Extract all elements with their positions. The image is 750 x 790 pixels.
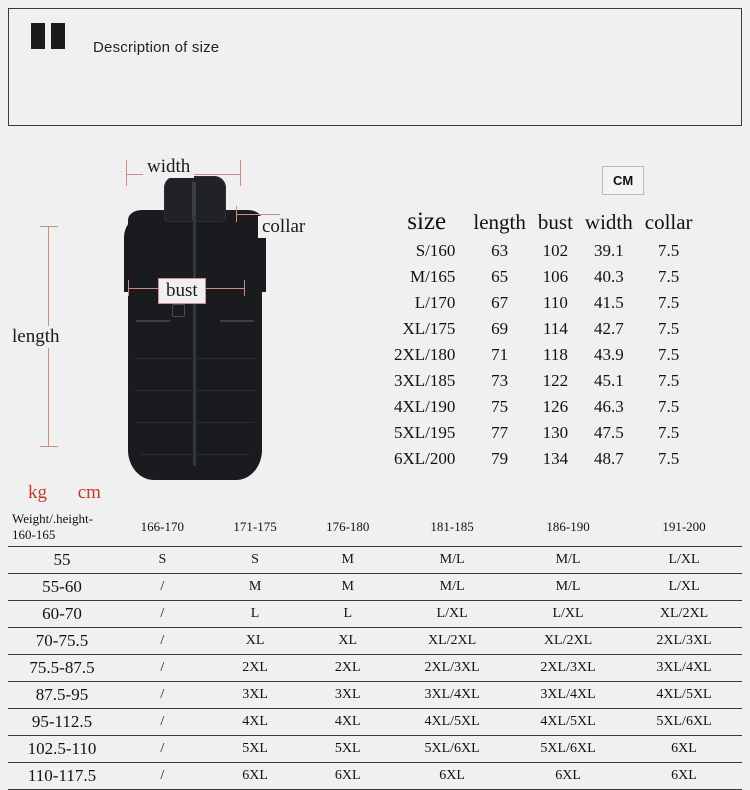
size-cell: / <box>116 601 209 628</box>
size-cell: 4XL/5XL <box>510 709 626 736</box>
collar-cell: 7.5 <box>658 293 680 312</box>
bust-guide-tick-left <box>128 280 129 296</box>
table-row <box>386 290 699 316</box>
size-cell: L/XL <box>626 547 742 574</box>
length-cell: 77 <box>491 423 509 442</box>
label-length: length <box>8 326 64 348</box>
size-cell: 3XL/4XL <box>394 682 510 709</box>
size-cell: L/XL <box>394 601 510 628</box>
table-row <box>386 238 699 264</box>
size-cell: 6XL <box>626 763 742 790</box>
vest-seam-3 <box>136 422 254 423</box>
weight-cell: 95-112.5 <box>8 709 116 736</box>
size-cell: S <box>116 547 209 574</box>
weight-height-size-table <box>8 508 742 790</box>
size-cell: / <box>116 709 209 736</box>
weight-cell: 110-117.5 <box>8 763 116 790</box>
size-cell: 6XL <box>394 763 510 790</box>
vest-illustration <box>110 168 280 488</box>
width-cell: 42.7 <box>593 319 624 338</box>
length-cell: 65 <box>491 267 509 286</box>
size-cell: XL/2XL <box>394 628 510 655</box>
bust-cell: 114 <box>542 319 568 338</box>
table-row <box>386 316 699 342</box>
size-cell: L/XL <box>510 601 626 628</box>
length-cell: 79 <box>491 449 509 468</box>
size-cell: / <box>116 655 209 682</box>
size-cell: 4XL <box>209 709 302 736</box>
size-cell: 4XL/190 <box>394 397 456 416</box>
size-cell: / <box>116 763 209 790</box>
table-row <box>386 342 699 368</box>
size-cell: / <box>116 682 209 709</box>
size-cell: M/165 <box>410 267 456 286</box>
length-cell: 73 <box>491 371 509 390</box>
size-cell: / <box>116 628 209 655</box>
bust-cell: 110 <box>542 293 568 312</box>
length-cell: 71 <box>491 345 509 364</box>
size-cell: L <box>209 601 302 628</box>
description-header-box <box>8 8 742 126</box>
vest-pocket-right <box>220 320 254 322</box>
length-cell: 69 <box>491 319 509 338</box>
size-cell: 3XL/185 <box>394 371 456 390</box>
size-cell: 6XL <box>209 763 302 790</box>
illustration-and-size-section <box>0 128 750 478</box>
table-row <box>8 547 742 574</box>
length-cell: 67 <box>491 293 509 312</box>
size-cell: XL <box>209 628 302 655</box>
table-row <box>8 736 742 763</box>
size-cell: 5XL <box>209 736 302 763</box>
size-table-header-width: width <box>584 209 633 234</box>
size-specification-table <box>386 206 699 472</box>
weight-cell: 60-70 <box>8 601 116 628</box>
collar-cell: 7.5 <box>658 319 680 338</box>
length-cell: 63 <box>491 241 509 260</box>
width-cell: 46.3 <box>593 397 624 416</box>
size-cell: M/L <box>394 574 510 601</box>
width-cell: 43.9 <box>593 345 624 364</box>
weight-cell: 102.5-110 <box>8 736 116 763</box>
wh-table-header-row <box>8 508 742 547</box>
size-cell: 3XL <box>209 682 302 709</box>
table-row <box>8 682 742 709</box>
size-cell: 2XL/3XL <box>394 655 510 682</box>
wh-header-191-200: 191-200 <box>626 508 742 547</box>
width-cell: 45.1 <box>593 371 624 390</box>
size-cell: 6XL <box>626 736 742 763</box>
collar-cell: 7.5 <box>658 449 680 468</box>
units-note <box>28 482 127 504</box>
size-cell: XL/2XL <box>510 628 626 655</box>
vest-seam-1 <box>134 358 256 359</box>
table-row <box>386 394 699 420</box>
size-cell: 4XL/5XL <box>394 709 510 736</box>
bust-cell: 130 <box>542 423 569 442</box>
size-cell: 4XL/5XL <box>626 682 742 709</box>
table-row <box>8 628 742 655</box>
size-cell: XL/2XL <box>626 601 742 628</box>
size-cell: 2XL <box>209 655 302 682</box>
size-cell: 4XL <box>301 709 394 736</box>
size-cell: L/170 <box>414 293 456 312</box>
collar-guide-tick <box>236 206 237 222</box>
quote-mark-icon <box>31 23 67 49</box>
unit-cm: cm <box>77 482 101 503</box>
label-collar: collar <box>258 216 309 238</box>
vest-control-button <box>172 304 185 317</box>
size-cell: 3XL <box>301 682 394 709</box>
size-cell: S <box>209 547 302 574</box>
width-cell: 39.1 <box>593 241 624 260</box>
label-width: width <box>143 156 194 178</box>
wh-header-166-170: 166-170 <box>116 508 209 547</box>
size-cell: S/160 <box>415 241 456 260</box>
label-bust: bust <box>158 278 206 304</box>
bust-cell: 126 <box>542 397 569 416</box>
size-cell: XL <box>301 628 394 655</box>
size-table-header-size: size <box>407 208 447 235</box>
size-table-header-bust: bust <box>537 209 573 234</box>
size-cell: M/L <box>510 574 626 601</box>
size-cell: 6XL/200 <box>394 449 456 468</box>
table-row <box>8 709 742 736</box>
unit-kg: kg <box>28 482 47 503</box>
collar-guide-line <box>236 214 280 215</box>
vest-pocket-left <box>136 320 170 322</box>
length-guide-tick-top <box>40 226 58 227</box>
length-guide-tick-bottom <box>40 446 58 447</box>
size-cell: 5XL/195 <box>394 423 456 442</box>
size-cell: 2XL/180 <box>394 345 456 364</box>
bust-cell: 118 <box>542 345 568 364</box>
table-row <box>8 601 742 628</box>
weight-cell: 87.5-95 <box>8 682 116 709</box>
wh-header-171-175: 171-175 <box>209 508 302 547</box>
width-guide-tick-left <box>126 160 127 186</box>
size-cell: 5XL <box>301 736 394 763</box>
size-cell: M <box>301 574 394 601</box>
size-cell: 3XL/4XL <box>626 655 742 682</box>
table-row <box>8 574 742 601</box>
size-cell: / <box>116 736 209 763</box>
width-cell: 48.7 <box>593 449 624 468</box>
table-row <box>8 655 742 682</box>
width-cell: 47.5 <box>593 423 624 442</box>
width-cell: 40.3 <box>593 267 624 286</box>
size-table-header-row <box>386 206 699 238</box>
table-row <box>386 264 699 290</box>
size-cell: 6XL <box>301 763 394 790</box>
vest-seam-4 <box>140 454 250 455</box>
size-table-header-length: length <box>473 209 526 234</box>
size-cell: L <box>301 601 394 628</box>
size-cell: 3XL/4XL <box>510 682 626 709</box>
size-cell: M <box>301 547 394 574</box>
weight-cell: 70-75.5 <box>8 628 116 655</box>
vest-seam-2 <box>134 390 256 391</box>
width-guide-tick-right <box>240 160 241 186</box>
page-title: Description of size <box>93 39 220 56</box>
table-row <box>386 420 699 446</box>
collar-cell: 7.5 <box>658 345 680 364</box>
width-cell: 41.5 <box>593 293 624 312</box>
size-cell: XL/175 <box>402 319 456 338</box>
size-cell: M <box>209 574 302 601</box>
weight-cell: 75.5-87.5 <box>8 655 116 682</box>
vest-zipper <box>193 216 196 466</box>
size-cell: / <box>116 574 209 601</box>
table-row <box>386 446 699 472</box>
size-cell: M/L <box>510 547 626 574</box>
collar-cell: 7.5 <box>658 423 680 442</box>
bust-cell: 106 <box>542 267 569 286</box>
collar-cell: 7.5 <box>658 267 680 286</box>
table-row <box>8 763 742 790</box>
size-cell: 2XL/3XL <box>510 655 626 682</box>
wh-header-weight-height: Weight/.height-160-165 <box>8 508 116 547</box>
size-cell: 5XL/6XL <box>394 736 510 763</box>
size-cell: 2XL/3XL <box>626 628 742 655</box>
length-cell: 75 <box>491 397 509 416</box>
bust-cell: 134 <box>542 449 569 468</box>
collar-cell: 7.5 <box>658 397 680 416</box>
collar-cell: 7.5 <box>658 371 680 390</box>
bust-cell: 102 <box>542 241 569 260</box>
weight-cell: 55 <box>8 547 116 574</box>
table-row <box>386 368 699 394</box>
unit-badge-cm: CM <box>602 166 644 195</box>
weight-cell: 55-60 <box>8 574 116 601</box>
size-cell: 5XL/6XL <box>510 736 626 763</box>
bust-cell: 122 <box>542 371 569 390</box>
size-cell: 5XL/6XL <box>626 709 742 736</box>
size-table-header-collar: collar <box>644 209 693 234</box>
size-cell: L/XL <box>626 574 742 601</box>
wh-header-181-185: 181-185 <box>394 508 510 547</box>
size-cell: 6XL <box>510 763 626 790</box>
size-cell: 2XL <box>301 655 394 682</box>
wh-header-176-180: 176-180 <box>301 508 394 547</box>
collar-cell: 7.5 <box>658 241 680 260</box>
size-cell: M/L <box>394 547 510 574</box>
wh-header-186-190: 186-190 <box>510 508 626 547</box>
bust-guide-tick-right <box>244 280 245 296</box>
